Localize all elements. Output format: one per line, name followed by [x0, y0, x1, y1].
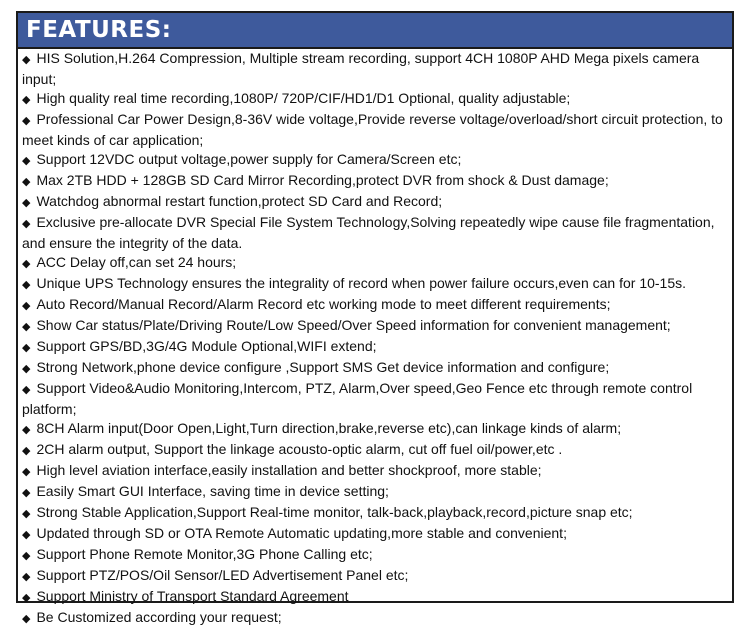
feature-item [18, 253, 732, 274]
feature-text: Watchdog abnormal restart function,protect SD Card and Record; [36, 193, 443, 209]
feature-item [18, 545, 732, 566]
diamond-bullet-icon: ◆ [22, 613, 31, 625]
diamond-bullet-icon: ◆ [22, 445, 31, 457]
feature-text: High level aviation interface,easily installation and better shockproof, more stable; [36, 462, 542, 478]
feature-item [18, 49, 732, 89]
feature-text: Exclusive pre-allocate DVR Special File System Technology,Solving repeatedly wipe cause file fragmentation, and ensure the integrity of the data. [22, 214, 715, 251]
diamond-bullet-icon: ◆ [22, 258, 31, 270]
feature-item [18, 503, 732, 524]
feature-text: Strong Network,phone device configure ,Support SMS Get device information and configure; [36, 359, 610, 375]
features-header [18, 13, 732, 49]
feature-text: Updated through SD or OTA Remote Automatic updating,more stable and convenient; [36, 525, 567, 541]
diamond-bullet-icon: ◆ [22, 508, 31, 520]
feature-text: HIS Solution,H.264 Compression, Multiple stream recording, support 4CH 1080P AHD Mega pixels camera input; [22, 50, 700, 87]
feature-text: Support Phone Remote Monitor,3G Phone Calling etc; [36, 546, 373, 562]
diamond-bullet-icon: ◆ [22, 176, 31, 188]
feature-text: Support 12VDC output voltage,power supply for Camera/Screen etc; [36, 151, 462, 167]
feature-item [18, 89, 732, 110]
feature-text: Easily Smart GUI Interface, saving time in device setting; [36, 483, 389, 499]
diamond-bullet-icon: ◆ [22, 592, 31, 604]
feature-text: High quality real time recording,1080P/ 720P/CIF/HD1/D1 Optional, quality adjustable; [36, 90, 571, 106]
diamond-bullet-icon: ◆ [22, 529, 31, 541]
diamond-bullet-icon: ◆ [22, 487, 31, 499]
features-panel [16, 11, 734, 625]
diamond-bullet-icon: ◆ [22, 218, 31, 230]
diamond-bullet-icon: ◆ [22, 321, 31, 333]
diamond-bullet-icon: ◆ [22, 384, 31, 396]
feature-list [18, 49, 732, 629]
feature-text: Support GPS/BD,3G/4G Module Optional,WIFI extend; [36, 338, 377, 354]
feature-item [18, 566, 732, 587]
feature-text: Show Car status/Plate/Driving Route/Low Speed/Over Speed information for convenient management; [36, 317, 671, 333]
feature-text: Strong Stable Application,Support Real-time monitor, talk-back,playback,record,picture snap etc; [36, 504, 633, 520]
feature-text: 2CH alarm output, Support the linkage acousto-optic alarm, cut off fuel oil/power,etc . [36, 441, 563, 457]
diamond-bullet-icon: ◆ [22, 115, 31, 127]
feature-item [18, 358, 732, 379]
feature-text: Be Customized according your request; [36, 609, 282, 625]
feature-item [18, 419, 732, 440]
feature-item [18, 316, 732, 337]
feature-text: ACC Delay off,can set 24 hours; [36, 254, 237, 270]
features-title: FEATURES: [26, 17, 172, 43]
diamond-bullet-icon: ◆ [22, 363, 31, 375]
feature-text: Support PTZ/POS/Oil Sensor/LED Advertisement Panel etc; [36, 567, 409, 583]
feature-item [18, 110, 732, 150]
feature-item [18, 213, 732, 253]
diamond-bullet-icon: ◆ [22, 155, 31, 167]
feature-text: Professional Car Power Design,8-36V wide voltage,Provide reverse voltage/overload/short circuit protection, to meet kinds of car application; [22, 111, 723, 148]
feature-item [18, 337, 732, 358]
feature-text: Max 2TB HDD + 128GB SD Card Mirror Recording,protect DVR from shock & Dust damage; [36, 172, 609, 188]
feature-text: Auto Record/Manual Record/Alarm Record etc working mode to meet different requirements; [36, 296, 611, 312]
feature-item [18, 461, 732, 482]
diamond-bullet-icon: ◆ [22, 424, 31, 436]
diamond-bullet-icon: ◆ [22, 466, 31, 478]
feature-item [18, 192, 732, 213]
feature-item [18, 524, 732, 545]
diamond-bullet-icon: ◆ [22, 197, 31, 209]
feature-text: Support Ministry of Transport Standard Agreement [36, 588, 349, 604]
diamond-bullet-icon: ◆ [22, 54, 31, 66]
feature-text: Unique UPS Technology ensures the integrality of record when power failure occurs,even can for 10-15s. [36, 275, 687, 291]
feature-item [18, 587, 732, 608]
diamond-bullet-icon: ◆ [22, 550, 31, 562]
feature-item [18, 171, 732, 192]
feature-item [18, 440, 732, 461]
diamond-bullet-icon: ◆ [22, 571, 31, 583]
feature-item [18, 295, 732, 316]
feature-item [18, 150, 732, 171]
diamond-bullet-icon: ◆ [22, 342, 31, 354]
feature-text: Support Video&Audio Monitoring,Intercom, PTZ, Alarm,Over speed,Geo Fence etc through remote control platform; [22, 380, 693, 417]
feature-text: 8CH Alarm input(Door Open,Light,Turn direction,brake,reverse etc),can linkage kinds of alarm; [36, 420, 622, 436]
diamond-bullet-icon: ◆ [22, 279, 31, 291]
feature-item [18, 608, 732, 629]
diamond-bullet-icon: ◆ [22, 300, 31, 312]
diamond-bullet-icon: ◆ [22, 94, 31, 106]
feature-item [18, 274, 732, 295]
feature-item [18, 379, 732, 419]
feature-item [18, 482, 732, 503]
